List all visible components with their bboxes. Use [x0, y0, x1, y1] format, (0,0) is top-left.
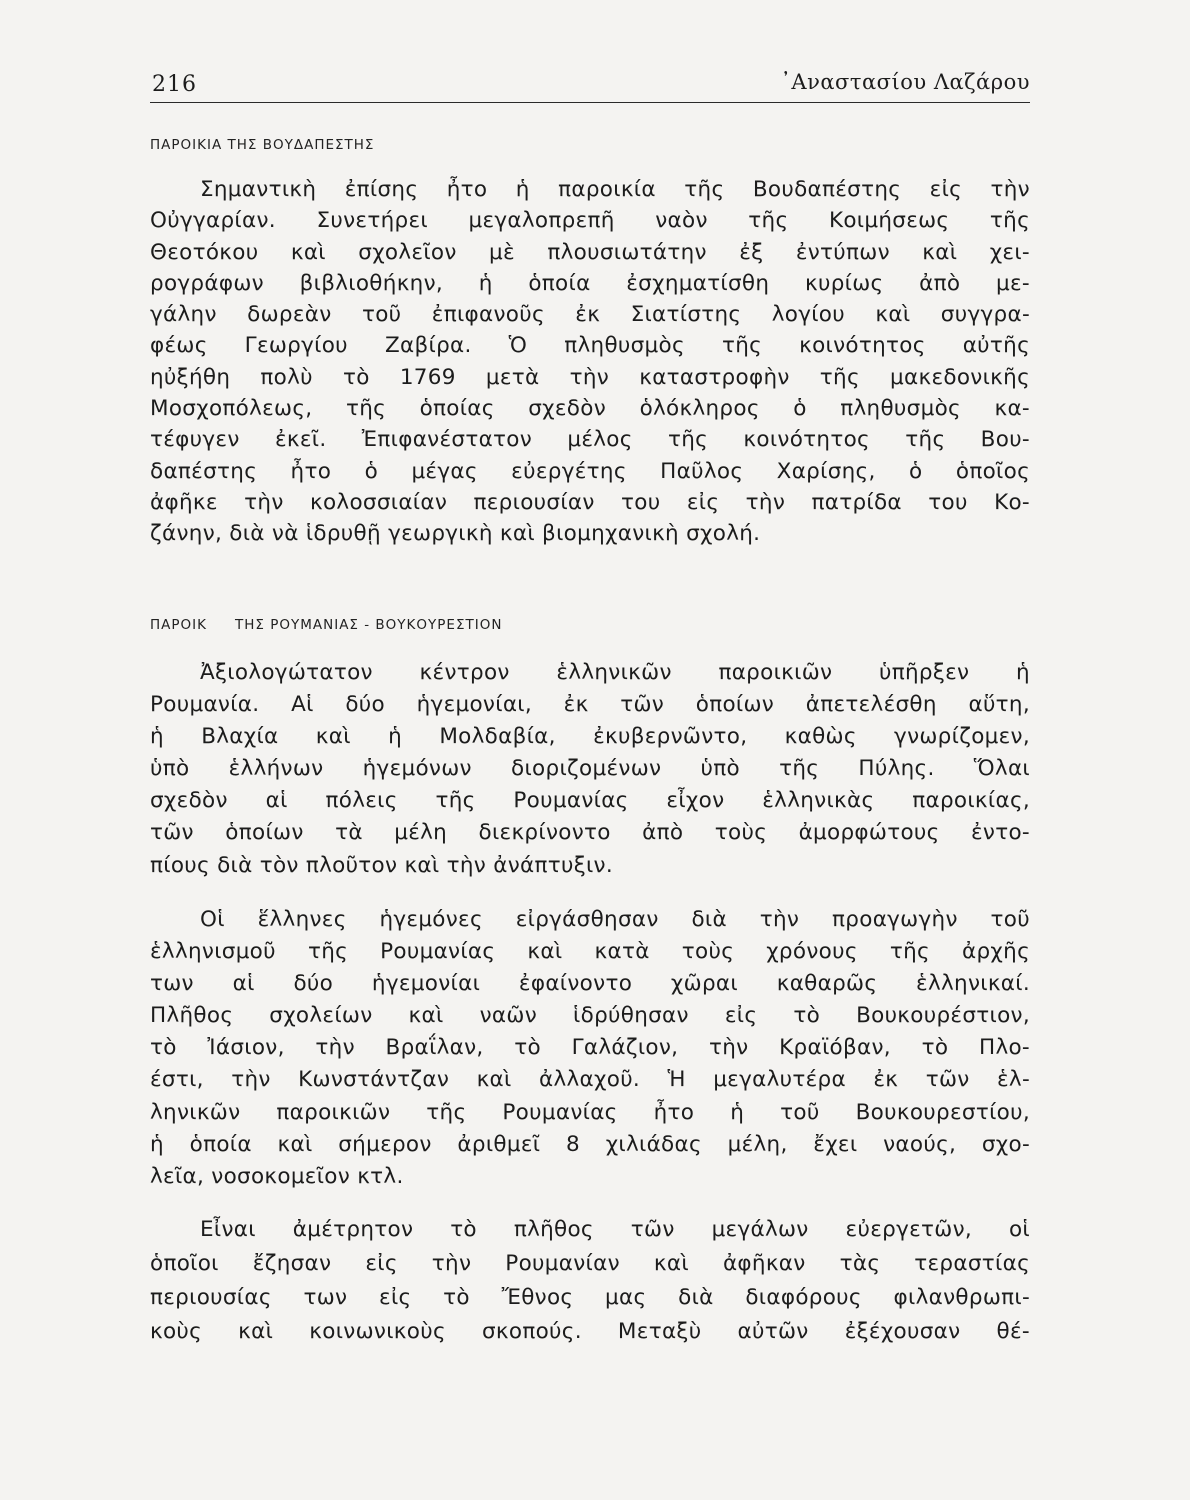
text-line: έστι, τὴν Κωνστάντζαν καὶ ἀλλαχοῦ. Ἡ μεγαλυτέρα ἐκ τῶν ἑλ-	[150, 1067, 1030, 1093]
page-header	[150, 64, 1030, 103]
section-heading-budapest	[150, 137, 374, 153]
text-line: δαπέστης ἦτο ὁ μέγας εὐεργέτης Παῦλος Χαρίσης, ὁ ὁποῖος	[150, 458, 1030, 484]
paragraph-romania-3	[150, 1213, 1030, 1349]
text-line: Σημαντικὴ ἐπίσης ἦτο ἡ παροικία τῆς Βουδαπέστης εἰς τὴν	[200, 177, 1030, 202]
heading-text-part: ΠΑΡΟΙΚ	[150, 617, 207, 633]
heading-text-part: ΤΗΣ ΡΟΥΜΑΝΙΑΣ - ΒΟΥΚΟΥΡΕΣΤΙΟΝ	[235, 617, 503, 633]
text-line: ἑλληνισμοῦ τῆς Ρουμανίας καὶ κατὰ τοὺς χρόνους τῆς ἀρχῆς	[150, 939, 1030, 965]
text-line: Οὐγγαρίαν. Συνετήρει μεγαλοπρεπῆ ναὸν τῆς Κοιμήσεως τῆς	[150, 208, 1030, 234]
text-line: Εἶναι ἀμέτρητον τὸ πλῆθος τῶν μεγάλων εὐεργετῶν, οἱ	[200, 1217, 1030, 1242]
text-line: ζάνην, διὰ νὰ ἱδρυθῇ γεωργικὴ καὶ βιομηχανικὴ σχολή.	[150, 521, 761, 547]
text-line: τὸ Ἰάσιον, τὴν Βραΐλαν, τὸ Γαλάζιον, τὴν Κραϊόβαν, τὸ Πλο-	[150, 1035, 1030, 1061]
text-line: τέφυγεν ἐκεῖ. Ἐπιφανέστατον μέλος τῆς κοινότητος τῆς Βου-	[150, 427, 1030, 453]
text-line: σχεδὸν αἱ πόλεις τῆς Ρουμανίας εἶχον ἑλληνικὰς παροικίας,	[150, 788, 1030, 814]
text-line: γάλην δωρεὰν τοῦ ἐπιφανοῦς ἐκ Σιατίστης λογίου καὶ συγγρα-	[150, 302, 1030, 328]
text-line: Οἱ ἕλληνες ἡγεμόνες εἰργάσθησαν διὰ τὴν προαγωγὴν τοῦ	[200, 907, 1030, 932]
text-line: Θεοτόκου καὶ σχολεῖον μὲ πλουσιωτάτην ἐξ ἐντύπων καὶ χει-	[150, 239, 1030, 265]
text-line: τῶν ὁποίων τὰ μέλη διεκρίνοντο ἀπὸ τοὺς ἀμορφώτους ἐντο-	[150, 820, 1030, 846]
text-line: Μοσχοπόλεως, τῆς ὁποίας σχεδὸν ὁλόκληρος ὁ πληθυσμὸς κα-	[150, 396, 1030, 422]
paragraph-romania-2	[150, 904, 1030, 1193]
paragraph-budapest	[150, 174, 1030, 550]
text-line: ληνικῶν παροικιῶν τῆς Ρουμανίας ἦτο ἡ τοῦ Βουκουρεστίου,	[150, 1099, 1030, 1125]
paragraph-romania-1	[150, 657, 1030, 882]
text-line: των αἱ δύο ἡγεμονίαι ἐφαίνοντο χῶραι καθαρῶς ἑλληνικαί.	[150, 971, 1030, 997]
text-line: ἡ Βλαχία καὶ ἡ Μολδαβία, ἐκυβερνῶντο, καθὼς γνωρίζομεν,	[150, 724, 1030, 750]
text-line: λεῖα, νοσοκομεῖον κτλ.	[150, 1163, 404, 1189]
text-line: Ἀξιολογώτατον κέντρον ἑλληνικῶν παροικιῶν ὑπῆρξεν ἡ	[200, 660, 1030, 685]
text-line: φέως Γεωργίου Ζαβίρα. Ὁ πληθυσμὸς τῆς κοινότητος αὐτῆς	[150, 333, 1030, 359]
text-line: Ρουμανία. Αἱ δύο ἡγεμονίαι, ἐκ τῶν ὁποίων ἀπετελέσθη αὕτη,	[150, 692, 1030, 718]
text-line: ρογράφων βιβλιοθήκην, ἡ ὁποία ἐσχηματίσθη κυρίως ἀπὸ με-	[150, 270, 1030, 296]
running-title: ᾿Αναστασίου Λαζάρου	[780, 70, 1030, 94]
text-line: πίους διὰ τὸν πλοῦτον καὶ τὴν ἀνάπτυξιν.	[150, 852, 614, 878]
text-line: ἀφῆκε τὴν κολοσσιαίαν περιουσίαν του εἰς τὴν πατρίδα του Κο-	[150, 489, 1030, 515]
section-heading-romania	[150, 617, 502, 633]
heading-text: ΠΑΡΟΙΚΙΑ ΤΗΣ ΒΟΥΔΑΠΕΣΤΗΣ	[150, 137, 375, 153]
text-line: κοὺς καὶ κοινωνικοὺς σκοπούς. Μεταξὺ αὐτῶν ἐξέχουσαν θέ-	[150, 1319, 1030, 1344]
text-line: Πλῆθος σχολείων καὶ ναῶν ἱδρύθησαν εἰς τὸ Βουκουρέστιον,	[150, 1003, 1030, 1029]
text-line: ὑπὸ ἑλλήνων ἡγεμόνων διοριζομένων ὑπὸ τῆς Πύλης. Ὅλαι	[150, 756, 1030, 782]
text-line: ὁποῖοι ἔζησαν εἰς τὴν Ρουμανίαν καὶ ἀφῆκαν τὰς τεραστίας	[150, 1251, 1030, 1276]
text-line: ηὐξήθη πολὺ τὸ 1769 μετὰ τὴν καταστροφὴν τῆς μακεδονικῆς	[150, 364, 1030, 390]
text-line: περιουσίας των εἰς τὸ Ἔθνος μας διὰ διαφόρους φιλανθρωπι-	[150, 1285, 1030, 1310]
text-line: ἡ ὁποία καὶ σήμερον ἀριθμεῖ 8 χιλιάδας μέλη, ἔχει ναούς, σχο-	[150, 1131, 1030, 1157]
page-number: 216	[152, 72, 197, 97]
